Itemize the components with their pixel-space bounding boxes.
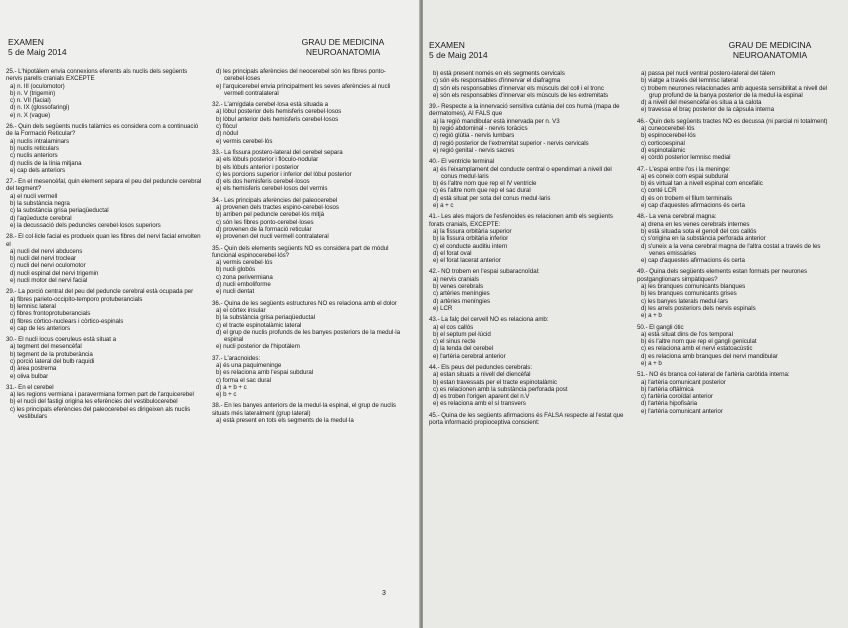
left-page-column-2 (212, 68, 408, 428)
answer-option: a) nervis cranials (433, 275, 479, 283)
question-block (637, 371, 837, 415)
answer-option: c) regió glútia - nervis lumbars (433, 132, 515, 140)
question-block (212, 300, 408, 351)
answer-option: b) és virtual tan a nivell espinal com encefàlic (641, 180, 763, 188)
right-exam-page (423, 0, 848, 628)
answer-option: e) oliva bulbar (10, 372, 49, 380)
answer-option: b) es relaciona amb l'espai subdural (216, 369, 314, 377)
answer-option: a) els lòbuls posterior i flòculo-nodular (216, 156, 319, 164)
right-page-column-1 (429, 70, 625, 430)
question-stem: 46.- Quin dels següents tractes NO es decussa (ni parcial ni totalment) (637, 117, 828, 125)
answer-option: e) els hemisferis cerebel·losos del vermis (216, 185, 328, 193)
answer-option: c) es relacionen amb la substància perforada post (433, 385, 568, 393)
answer-option: d) fibres còrtico-nuclears i còrtico-espinals (10, 317, 124, 325)
answer-option: e) regió genital - nervis sacres (433, 146, 515, 154)
answer-option: b) regió abdominal - nervis toràcics (433, 125, 528, 133)
question-block (637, 118, 837, 162)
answer-option: e) nucli motor del nervi facial (10, 277, 88, 285)
answer-option: d) nucli emboliforme (216, 281, 271, 289)
answer-option: c) n. VII (facial) (10, 97, 51, 105)
answer-option: c) forma el sac dural (216, 376, 272, 384)
answer-option: b) l'artèria oftàlmica (641, 385, 694, 393)
right-page-column-2 (637, 70, 837, 419)
answer-option: e) cap dels anteriors (10, 166, 66, 174)
question-stem: 30.- El nucli locus coeruleus està situat a (6, 336, 116, 344)
answer-option: e) a + b (641, 312, 662, 320)
answer-option: e) còrdó posterior lemnisc medial (641, 154, 731, 162)
answer-option: e) cap de les anteriors (10, 324, 71, 332)
answer-option: c) artèries meníngies (433, 290, 490, 298)
answer-option: b) lemnisc lateral (10, 302, 56, 310)
question-block (429, 412, 625, 427)
answer-option: b) la substància grisa periaqüeductal (216, 314, 315, 322)
answer-option: e) a + c (433, 202, 454, 210)
question-stem: 36.- Quina de les següents estructures NO es relaciona amb el dolor (212, 299, 397, 307)
question-block (429, 103, 625, 154)
question-block (6, 233, 202, 284)
answer-option: b) els lòbuls anterior i posterior (216, 163, 299, 171)
answer-option: a) les regions vermiana i paravermiana formen part de l'arquicerebel (10, 391, 194, 399)
question-block (6, 68, 202, 119)
answer-option: c) nucli del nervi oculomotor (10, 262, 86, 270)
question-stem: 45.- Quina de les següents afirmacions és FALSA respecte al l'estat que porta informació propioceptiva conscient: (429, 411, 624, 427)
answer-option: b) és l'altre nom que rep el IV ventricle (433, 180, 537, 188)
answer-option: d) l'aqüeducte cerebral (10, 214, 72, 222)
answer-option: c) corticoespinal (641, 139, 685, 147)
question-block (637, 166, 837, 210)
answer-option: a) el nucli vermell (10, 192, 58, 200)
answer-option: c) flòcul (216, 123, 237, 131)
answer-option: b) lòbul anterior dels hemisferis cerebel·losos (216, 115, 339, 123)
question-block (212, 197, 408, 241)
question-stem: 47.- L'espai entre l'os i la meninge: (637, 165, 731, 173)
answer-option: e) b + c (216, 391, 237, 399)
question-block (212, 101, 408, 145)
page-number: 3 (382, 590, 386, 597)
answer-option: a) n. III (oculomotor) (10, 82, 65, 90)
answer-option: a) drena en les venes cerebrals internes (641, 220, 750, 228)
question-stem: 33.- La fissura postero-lateral del cerebel separa (212, 148, 343, 156)
answer-option: e) l'artèria cerebral anterior (433, 352, 506, 360)
answer-option: d) els dos hemisferis cerebel·losos (216, 178, 310, 186)
answer-option: e) travessa el braç posterior de la càpsula interna (641, 106, 774, 114)
answer-option: c) trobem neurones relacionades amb aquesta sensibilitat a nivell del grup profund de la banya posterior de la medul·la espinal (641, 84, 828, 99)
answer-option: d) nuclis de la línia mitjana (10, 159, 82, 167)
answer-option: d) són els responsables d'innervar els músculs del coll i el tronc (433, 84, 604, 92)
question-block (212, 68, 408, 97)
answer-option: b) està situada sota el genoll del cos callós (641, 227, 757, 235)
subject-label: NEUROANATOMIA (305, 47, 381, 57)
answer-option: a) estan situats a nivell del diencèfal (433, 371, 531, 379)
answer-option: b) la fissura orbitària inferior (433, 235, 509, 243)
answer-option: b) espinocerebel·lós (641, 132, 696, 140)
question-block (6, 384, 202, 420)
answer-option: a) la regió mandibular està innervada per n. V3 (433, 117, 560, 125)
answer-option: a) està situat dins de l'os temporal (641, 330, 733, 338)
answer-option: d) les principals aferències del neocerebel són les fibres ponto-cerebel·loses (216, 68, 386, 83)
question-stem: 29.- La porció central del peu del peduncle cerebral està ocupada per (6, 288, 194, 296)
answer-option: c) les banyes laterals medul·lars (641, 297, 729, 305)
question-block (212, 355, 408, 399)
question-block (6, 123, 202, 174)
answer-option: e) el forat lacerat anterior (433, 257, 501, 265)
answer-option: a) la fissura orbitària superior (433, 227, 512, 235)
answer-option: c) es relaciona amb el nervi estatoacústic (641, 345, 753, 353)
answer-option: e) provenen del nucli vermell contralateral (216, 233, 329, 241)
answer-option: d) a nivell del mesencèfal es situa a la calota (641, 99, 762, 107)
answer-option: a) les branques comunicants blanques (641, 283, 746, 291)
answer-option: a) el cos callós (433, 323, 474, 331)
question-block (429, 213, 625, 264)
exam-date: 5 de Maig 2014 (429, 50, 488, 60)
answer-option: d) es relaciona amb branques del nervi mandibular (641, 352, 778, 360)
answer-option: a) és una paquimeninge (216, 361, 282, 369)
question-stem: 35.- Quin dels elements següents NO es considera part de mòdul funcional espinocerebel·lós? (212, 244, 389, 259)
answer-option: e) es relaciona amb el sí transvers (433, 400, 526, 408)
answer-option: e) nucli dentat (216, 288, 255, 296)
answer-option: e) cap d'aquestes afirmacions és certa (641, 257, 745, 265)
question-block (429, 268, 625, 312)
question-block (6, 178, 202, 229)
answer-option: b) nucli globós (216, 266, 256, 274)
question-stem: 31.- En el cerebel (6, 383, 54, 391)
answer-option: d) n. IX (glossofaringi) (10, 104, 70, 112)
question-block (212, 149, 408, 193)
answer-option: e) a + b (641, 359, 662, 367)
question-stem: 25.- L'hipotàlem envia connexions eferents als nuclis dels següents nervis parells cranials EXCEPTE (6, 68, 188, 83)
answer-option: a) lòbul posterior dels hemisferis cerebel·losos (216, 108, 342, 116)
question-block (429, 158, 625, 209)
question-stem: 40.- El ventricle terminal (429, 158, 495, 166)
answer-option: b) està present només en els segments cervicals (433, 70, 565, 77)
answer-option: d) és on trobem el filum terminalis (641, 194, 733, 202)
question-block (429, 70, 625, 99)
answer-option: b) el septum pel·lúcid (433, 330, 491, 338)
question-stem: 37.- L'aracnoides: (212, 354, 261, 362)
answer-option: d) espinotalàmic (641, 146, 686, 154)
question-stem: 49.- Quina dels següents elements estan formats per neurones postganglionars simpàtiques? (637, 268, 808, 283)
answer-option: d) es troben l'origen aparent del n.V (433, 393, 530, 401)
answer-option: a) està present en tots els segments de la medul·la (216, 417, 354, 425)
answer-option: c) el conducte auditiu intern (433, 242, 508, 250)
question-stem: 28.- El col·licle facial es produeix quan les fibres del nervi facial envolten el (6, 233, 201, 248)
question-stem: 48.- La vena cerebral magna: (637, 213, 717, 221)
question-stem: 41.- Les ales majors de l'esfenoides es relacionen amb els següents forats cranials, EXCEPTE: (429, 213, 613, 228)
answer-option: b) nucli del nervi troclear (10, 255, 77, 263)
answer-option: d) regió posterior de l'extremitat superior - nervis cervicals (433, 139, 589, 147)
answer-option: e) n. X (vague) (10, 111, 51, 119)
answer-option: d) l'artèria hipofisària (641, 400, 698, 408)
answer-option: c) porció lateral del bulb raquidi (10, 357, 95, 365)
exam-date: 5 de Maig 2014 (8, 47, 67, 57)
answer-option: d) les arrels posteriors dels nervis espinals (641, 304, 756, 312)
answer-option: b) estan travessats per el tracte espinotalàmic (433, 378, 557, 386)
answer-option: d) a + b + c (216, 383, 247, 391)
answer-option: c) les porcions superior i inferior del lòbul posterior (216, 170, 352, 178)
answer-option: c) el tracte espinotalàmic lateral (216, 321, 302, 329)
exam-label: EXAMEN (429, 40, 465, 50)
question-stem: 27.- En el mesencèfal, quin element separa el peu del peduncle cerebral del tegment? (6, 178, 202, 193)
answer-option: b) el nucli del fastigi origina les eferències del vestibulocerebel (10, 398, 178, 406)
answer-option: c) és l'altre nom que rep el sac dural (433, 187, 531, 195)
answer-option: c) la substància grisa periaqüeductal (10, 207, 109, 215)
answer-option: a) cuneocerebel·lós (641, 125, 695, 133)
answer-option: a) nuclis intralaminars (10, 137, 70, 145)
answer-option: c) s'origina en la substància perforada anterior (641, 235, 766, 243)
answer-option: e) vermis cerebel·lós (216, 137, 273, 145)
question-stem: 50.- El gangli ótic (637, 323, 684, 331)
question-block (637, 268, 837, 319)
answer-option: c) el sinus recte (433, 338, 476, 346)
answer-option: d) àrea postrema (10, 365, 57, 373)
answer-option: d) nucli espinal del nervi trigemin (10, 269, 99, 277)
question-block (429, 364, 625, 408)
question-stem: 38.- En les banyes anteriors de la medul·la espinal, el grup de nuclis situats més lateralment (grup lateral) (212, 402, 396, 417)
answer-option: a) fibres parieto-occipito-temporo protuberancials (10, 295, 143, 303)
answer-option: e) la decussació dels peduncles cerebel·losos superiors (10, 221, 161, 229)
question-stem: 26.- Quin dels següents nuclis talàmics es considera com a continuació de la Formació Reticular? (6, 123, 199, 138)
answer-option: a) vermis cerebel·lós (216, 259, 273, 267)
answer-option: b) tegment de la protuberància (10, 350, 93, 358)
answer-option: c) nuclis anteriors (10, 152, 58, 160)
answer-option: b) la substància negra (10, 200, 70, 208)
answer-option: c) conté LCR (641, 187, 677, 195)
answer-option: b) n. V (trigemin) (10, 89, 56, 97)
left-exam-page (0, 0, 420, 628)
answer-option: c) les principals eferències del paleocerebel es dirigeixen als nuclis vestibulars (10, 405, 191, 421)
question-block (429, 316, 625, 360)
question-block (6, 288, 202, 332)
answer-option: d) artèries meníngies (433, 297, 491, 305)
answer-option: b) nuclis reticulars (10, 144, 59, 152)
answer-option: d) està situat per sota del conus medul·laris (433, 194, 551, 202)
question-block (637, 324, 837, 368)
question-block (212, 245, 408, 296)
answer-option: e) cap d'aquestes afirmacions és certa (641, 202, 745, 210)
answer-option: e) l'artèria comunicant anterior (641, 407, 723, 415)
answer-option: d) el forat oval (433, 249, 472, 257)
answer-option: e) LCR (433, 304, 453, 312)
answer-option: b) arriben pel peduncle cerebel·lós mitjà (216, 211, 325, 219)
answer-option: a) tegment del mesencèfal (10, 343, 82, 351)
question-block (212, 402, 408, 424)
answer-option: c) zona perivermiana (216, 273, 273, 281)
answer-option: a) és l'eixamplament del conducte central o ependimari a nivell del conus medul·laris (433, 165, 612, 180)
subject-label: NEUROANATOMIA (732, 50, 808, 60)
answer-option: e) són els responsables d'innervar els músculs de les extremitats (433, 91, 609, 99)
answer-option: c) són els responsables d'innervar el diafragma (433, 77, 561, 85)
answer-option: b) és l'altre nom que rep el gangli geniculat (641, 338, 757, 346)
degree-label: GRAU DE MEDICINA (301, 37, 385, 47)
answer-option: a) passa pel nucli ventral postero-lateral del tàlem (641, 70, 775, 77)
answer-option: d) nòdul (216, 130, 238, 138)
question-block (637, 213, 837, 264)
left-page-column-1 (6, 68, 202, 424)
answer-option: c) fibres frontoprotuberancials (10, 310, 91, 318)
question-stem: 44.- Els peus del peduncles cerebrals: (429, 363, 533, 371)
question-block (6, 336, 202, 380)
answer-option: a) nucli del nervi abducens (10, 247, 83, 255)
question-stem: 51.- NO és branca col·lateral de l'artèria caròtida interna: (637, 371, 790, 379)
degree-label: GRAU DE MEDICINA (728, 40, 812, 50)
exam-label: EXAMEN (8, 37, 44, 47)
answer-option: b) viatge a través del lemnisc lateral (641, 77, 738, 85)
answer-option: a) es coneix com espai subdural (641, 172, 729, 180)
answer-option: c) l'artèria coroïdal anterior (641, 393, 713, 401)
answer-option: b) les branques comunicants grises (641, 290, 737, 298)
answer-option: e) nucli posterior de l'hipotàlem (216, 343, 300, 351)
question-stem: 39.- Respecte a la innervació sensitiva cutània del cos humà (mapa de dermatomes), AI FALS que (429, 103, 620, 118)
answer-option: a) el còrtex insular (216, 306, 266, 314)
answer-option: d) s'uneix a la vena cerebral magna de l'altra costat a través de les venes emissàries (641, 242, 821, 257)
question-stem: 32.- L'amígdala cerebel·losa està situada a (212, 101, 328, 109)
answer-option: d) la tenda del cerebel (433, 345, 494, 353)
question-stem: 34.- Les principals aferències del paleocerebel (212, 196, 338, 204)
answer-option: a) provenen dels tractes espino-cerebel·losos (216, 204, 339, 212)
question-stem: 42.- NO trobem en l'espai subaracnoïdal: (429, 268, 540, 276)
answer-option: c) són les fibres ponto-cerebel·loses (216, 218, 314, 226)
answer-option: b) venes cerebrals (433, 283, 483, 291)
question-stem: 43.- La falç del cervell NO es relaciona amb: (429, 316, 549, 324)
answer-option: e) l'arquicerebel envia principalment les seves aferències al nucli vermell contralateral (216, 82, 391, 97)
answer-option: d) el grup de nuclis profunds de les banyes posteriors de la medul·la espinal (216, 328, 401, 344)
answer-option: a) l'artèria comunicant posterior (641, 378, 726, 386)
answer-option: d) provenen de la formació reticular (216, 225, 312, 233)
question-block (637, 70, 837, 114)
